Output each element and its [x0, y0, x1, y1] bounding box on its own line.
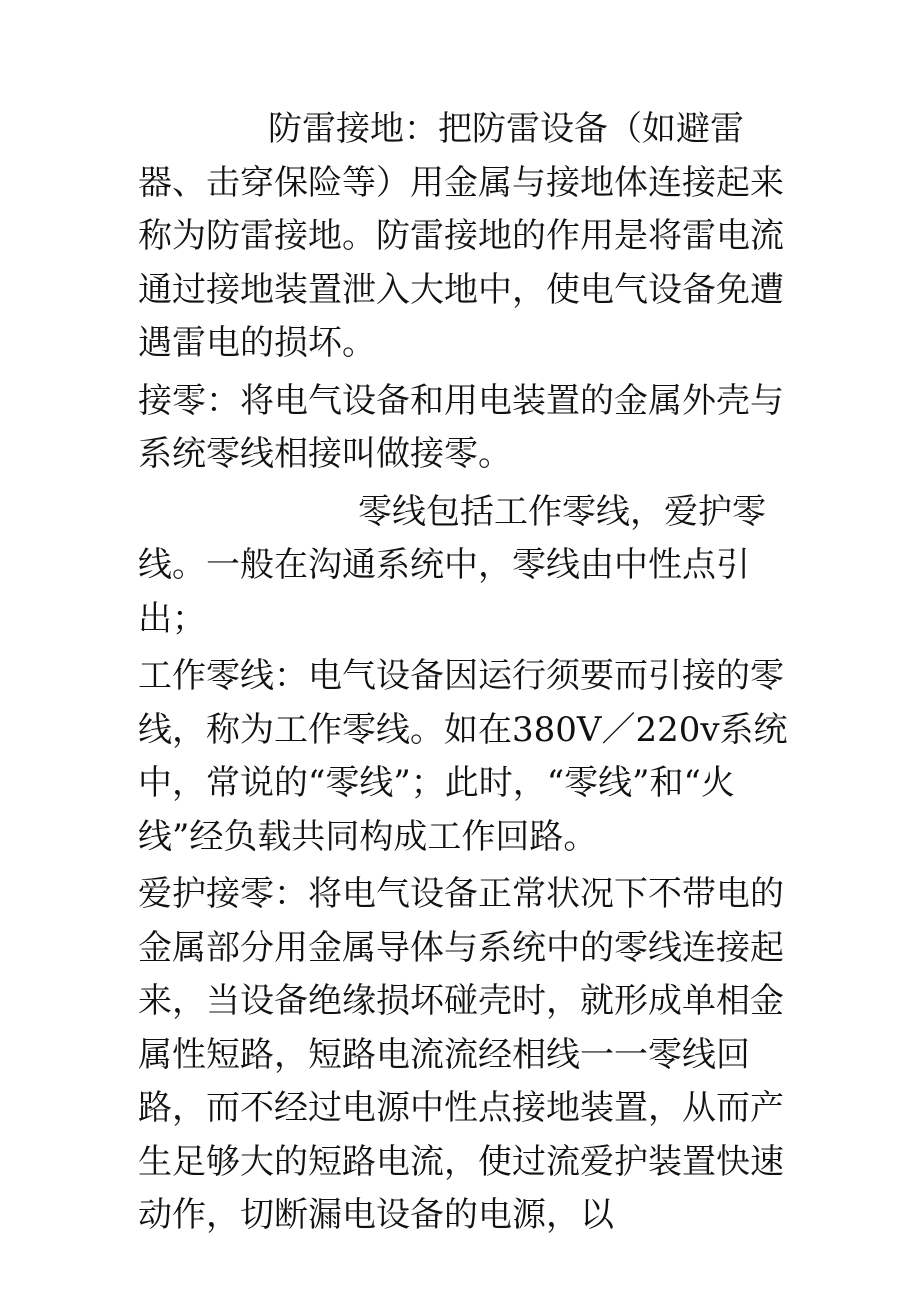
paragraph-lightning-grounding: 防雷接地：把防雷设备（如避雷器、击穿保险等）用金属与接地体连接起来称为防雷接地。防雷接地的作用是将雷电流通过接地装置泄入大地中，使电气设备免遭遇雷电的损坏。: [138, 109, 784, 363]
paragraph-working-neutral: 工作零线：电气设备因运行须要而引接的零线，称为工作零线。如在380V／220v系统中，常说的“零线”；此时，“零线”和“火线”经负载共同构成工作回路。: [138, 656, 788, 857]
paragraph-protective-neutral: 爱护接零：将电气设备正常状况下不带电的金属部分用金属导体与系统中的零线连接起来，当设备绝缘损坏碰壳时，就形成单相金属性短路，短路电流流经相线一一零线回路，而不经过电源中性点接地装置，从而产生足够大的短路电流，使过流爱护装置快速动作，切断漏电设备的电源，以: [138, 874, 784, 1235]
paragraph-neutral-types: 零线包括工作零线，爱护零线。一般在沟通系统中，零线由中性点引出；: [138, 491, 766, 639]
paragraph-neutral-connection: 接零：将电气设备和用电装置的金属外壳与系统零线相接叫做接零。: [138, 380, 784, 474]
document-body: [138, 103, 798, 1247]
